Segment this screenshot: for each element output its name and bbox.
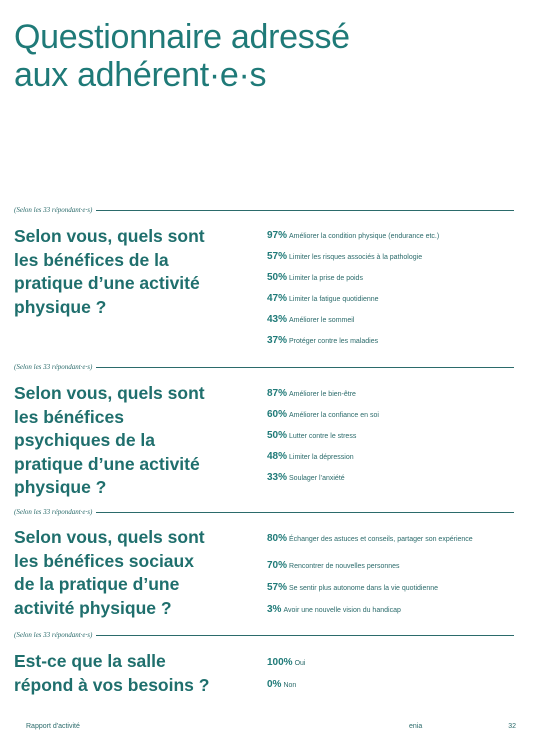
answer-text: Soulager l’anxiété bbox=[289, 475, 345, 482]
question-line: Selon vous, quels sont bbox=[14, 383, 205, 403]
respondents-note: (Selon les 33 répondant·e·s) bbox=[14, 363, 93, 371]
question-line: activité physique ? bbox=[14, 597, 172, 618]
answer-item bbox=[267, 315, 507, 325]
question-line: physique ? bbox=[14, 477, 107, 497]
answer-percentage: 80% bbox=[267, 533, 288, 544]
divider bbox=[96, 512, 514, 513]
question-line: les bénéfices sociaux bbox=[14, 550, 194, 571]
answer-text: Limiter la dépression bbox=[289, 454, 354, 461]
question-line: physique ? bbox=[14, 296, 107, 317]
answer-item bbox=[267, 680, 507, 690]
answer-percentage: 47% bbox=[267, 293, 288, 304]
answer-percentage: 57% bbox=[267, 251, 288, 262]
answer-percentage: 50% bbox=[267, 430, 288, 441]
question-line: de la pratique d’une bbox=[14, 574, 180, 594]
answer-item bbox=[267, 561, 507, 571]
answer-text: Améliorer la confiance en soi bbox=[289, 412, 379, 419]
section-4-question bbox=[14, 650, 254, 697]
question-line: les bénéfices de la bbox=[14, 249, 169, 270]
question-line: les bénéfices bbox=[14, 406, 124, 427]
page-number: 32 bbox=[508, 723, 516, 730]
answer-percentage: 70% bbox=[267, 560, 288, 571]
answer-percentage: 60% bbox=[267, 409, 288, 420]
answer-item bbox=[267, 605, 507, 615]
answer-text: Non bbox=[283, 682, 297, 689]
answer-text: Oui bbox=[294, 660, 306, 667]
page-footer bbox=[26, 723, 516, 733]
question-line: répond à vos besoins ? bbox=[14, 674, 210, 695]
answer-percentage: 100% bbox=[267, 657, 293, 668]
answer-text: Avoir une nouvelle vision du handicap bbox=[283, 607, 401, 614]
question-line: psychiques de la bbox=[14, 430, 156, 450]
divider bbox=[96, 210, 514, 211]
answer-text: Limiter les risques associés à la pathologie bbox=[289, 254, 423, 261]
section-4-respondents-note bbox=[14, 630, 514, 640]
answer-text: Se sentir plus autonome dans la vie quotidienne bbox=[289, 585, 439, 592]
answer-percentage: 3% bbox=[267, 604, 282, 615]
answer-text: Protéger contre les maladies bbox=[289, 338, 379, 345]
answer-percentage: 97% bbox=[267, 230, 288, 241]
answer-text: Échanger des astuces et conseils, partager son expérience bbox=[289, 536, 473, 543]
answer-item bbox=[267, 534, 507, 544]
page-title bbox=[14, 18, 534, 94]
footer-brand: enia bbox=[409, 723, 423, 730]
answer-item bbox=[267, 452, 507, 462]
answer-item bbox=[267, 252, 507, 262]
page-title-line-2: aux adhérent·e·s bbox=[14, 56, 267, 94]
answer-percentage: 50% bbox=[267, 272, 288, 283]
answer-text: Rencontrer de nouvelles personnes bbox=[289, 563, 400, 570]
respondents-note: (Selon les 33 répondant·e·s) bbox=[14, 206, 93, 214]
answer-text: Lutter contre le stress bbox=[289, 433, 357, 440]
answer-item bbox=[267, 273, 507, 283]
footer-report-title: Rapport d'activité bbox=[26, 723, 80, 730]
section-1-question bbox=[14, 225, 254, 319]
question-line: pratique d’une activité bbox=[14, 453, 200, 474]
question-line: pratique d’une activité bbox=[14, 273, 200, 293]
page-title-line-1: Questionnaire adressé bbox=[14, 18, 350, 56]
section-1-respondents-note bbox=[14, 205, 514, 215]
answer-text: Améliorer le bien-être bbox=[289, 391, 356, 398]
answer-item bbox=[267, 294, 507, 304]
answer-item bbox=[267, 336, 507, 346]
section-3-question bbox=[14, 526, 254, 620]
answer-percentage: 48% bbox=[267, 451, 288, 462]
answer-text: Améliorer la condition physique (endurance etc.) bbox=[289, 233, 440, 240]
section-3-respondents-note bbox=[14, 507, 514, 517]
respondents-note: (Selon les 33 répondant·e·s) bbox=[14, 508, 93, 516]
answer-percentage: 57% bbox=[267, 582, 288, 593]
answer-item bbox=[267, 658, 507, 668]
answer-item bbox=[267, 410, 507, 420]
answer-text: Limiter la prise de poids bbox=[289, 275, 363, 282]
answer-item bbox=[267, 431, 507, 441]
answer-text: Améliorer le sommeil bbox=[289, 317, 355, 324]
answer-percentage: 0% bbox=[267, 679, 282, 690]
answer-item bbox=[267, 231, 507, 241]
question-line: Est-ce que la salle bbox=[14, 651, 166, 671]
answer-percentage: 43% bbox=[267, 314, 288, 325]
divider bbox=[96, 367, 514, 368]
section-2-respondents-note bbox=[14, 362, 514, 372]
question-line: Selon vous, quels sont bbox=[14, 226, 205, 246]
divider bbox=[96, 635, 514, 636]
answer-item bbox=[267, 389, 507, 399]
answer-item bbox=[267, 583, 507, 593]
answer-item bbox=[267, 473, 507, 483]
answer-percentage: 33% bbox=[267, 472, 288, 483]
answer-text: Limiter la fatigue quotidienne bbox=[289, 296, 379, 303]
respondents-note: (Selon les 33 répondant·e·s) bbox=[14, 631, 93, 639]
answer-percentage: 87% bbox=[267, 388, 288, 399]
question-line: Selon vous, quels sont bbox=[14, 527, 205, 547]
section-2-question bbox=[14, 382, 254, 500]
answer-percentage: 37% bbox=[267, 335, 288, 346]
